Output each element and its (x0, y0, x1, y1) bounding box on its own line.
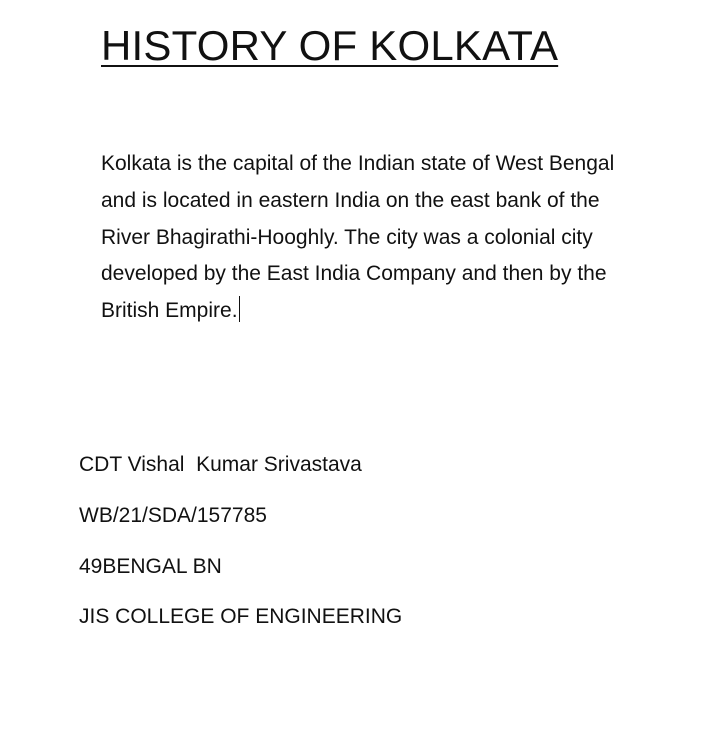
paragraph-text: Kolkata is the capital of the Indian state of West Bengal and is located in eastern India on the east bank of the River Bhagirathi-Hooghly. The city was a colonial city developed by the East India Company and then by the British Empire. (101, 152, 615, 323)
battalion-unit: 49BENGAL BN (79, 555, 222, 578)
cadet-name: CDT Vishal Kumar Srivastava (79, 453, 362, 476)
college-name: JIS COLLEGE OF ENGINEERING (79, 605, 403, 628)
registration-number: WB/21/SDA/157785 (79, 504, 267, 527)
document-title: HISTORY OF KOLKATA (101, 22, 559, 69)
body-paragraph[interactable] (101, 146, 646, 330)
text-cursor (239, 296, 241, 322)
